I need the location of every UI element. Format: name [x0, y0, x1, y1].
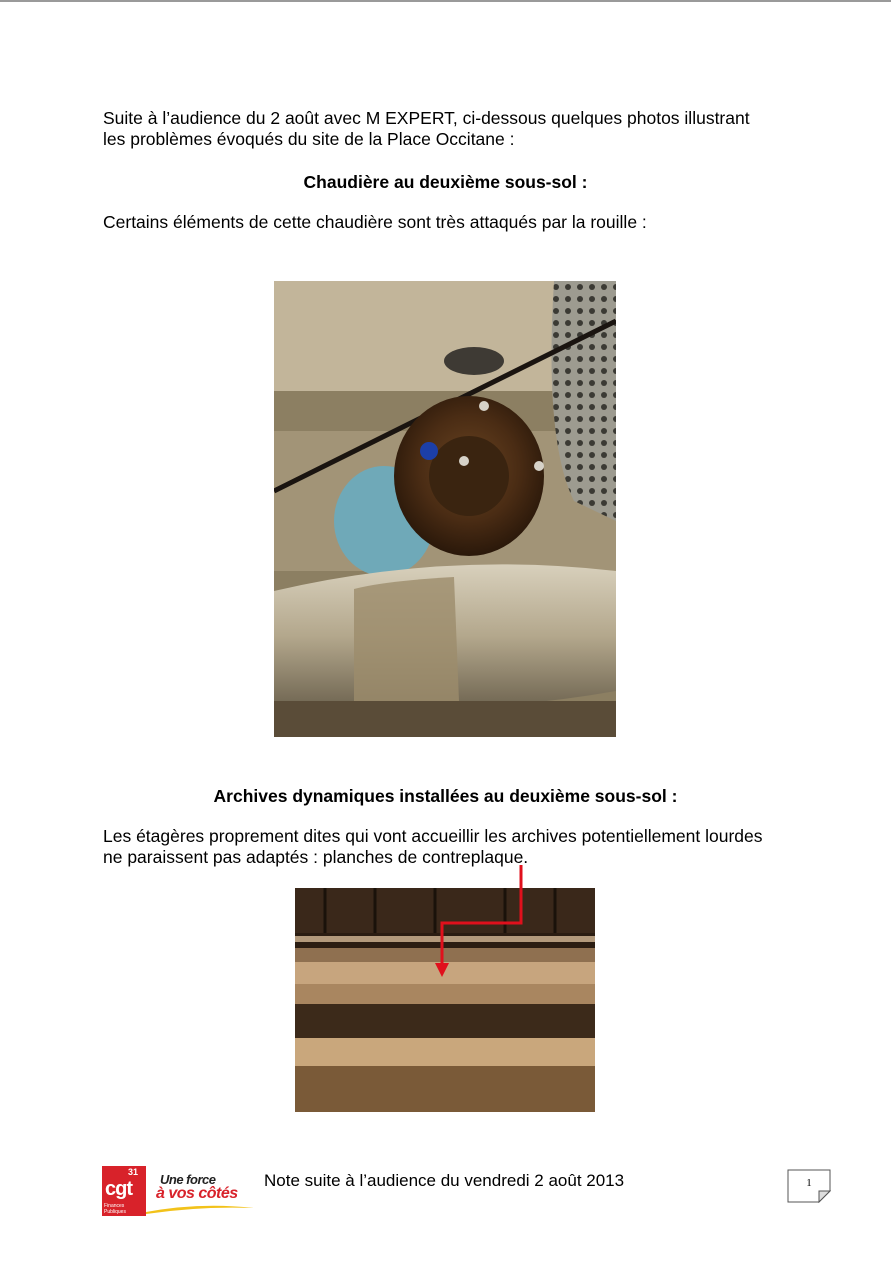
intro-paragraph [103, 108, 803, 150]
cgt-logo-sub-line-1: Finances [104, 1203, 125, 1209]
cgt-logo-block [102, 1166, 146, 1216]
boiler-photo [274, 281, 616, 737]
cgt-logo-text: cgt [105, 1178, 132, 1200]
red-arrow-annotation [430, 865, 530, 980]
cgt-logo-sub-line-2: Publiques [104, 1209, 126, 1215]
cgt-logo-number: 31 [128, 1167, 139, 1177]
cgt-logo-subtitle [104, 1203, 126, 1215]
section-heading-boiler: Chaudière au deuxième sous-sol : [303, 172, 588, 192]
archives-paragraph [103, 826, 803, 868]
page-top-border [0, 0, 891, 2]
boiler-photo-illustration [274, 281, 616, 737]
page-number-box [787, 1169, 831, 1203]
slogan-line-2: à vos côtés [156, 1185, 238, 1202]
intro-line-2: les problèmes évoqués du site de la Place Occitane : [103, 129, 515, 149]
archives-line-1: Les étagères proprement dites qui vont accueillir les archives potentiellement lourdes [103, 826, 763, 846]
section-heading-archives: Archives dynamiques installées au deuxième sous-sol : [213, 786, 678, 806]
slogan-line-1: Une force [160, 1172, 216, 1187]
slogan-swoosh [146, 1204, 254, 1214]
cgt-logo [102, 1166, 254, 1218]
archives-line-2: ne paraissent pas adaptés : planches de contreplaque. [103, 847, 529, 867]
page-number: 1 [806, 1177, 812, 1189]
intro-line-1: Suite à l’audience du 2 août avec M EXPERT, ci-dessous quelques photos illustrant [103, 108, 750, 128]
boiler-description: Certains éléments de cette chaudière sont très attaqués par la rouille : [103, 212, 647, 232]
footer-note: Note suite à l’audience du vendredi 2 août 2013 [264, 1171, 625, 1190]
